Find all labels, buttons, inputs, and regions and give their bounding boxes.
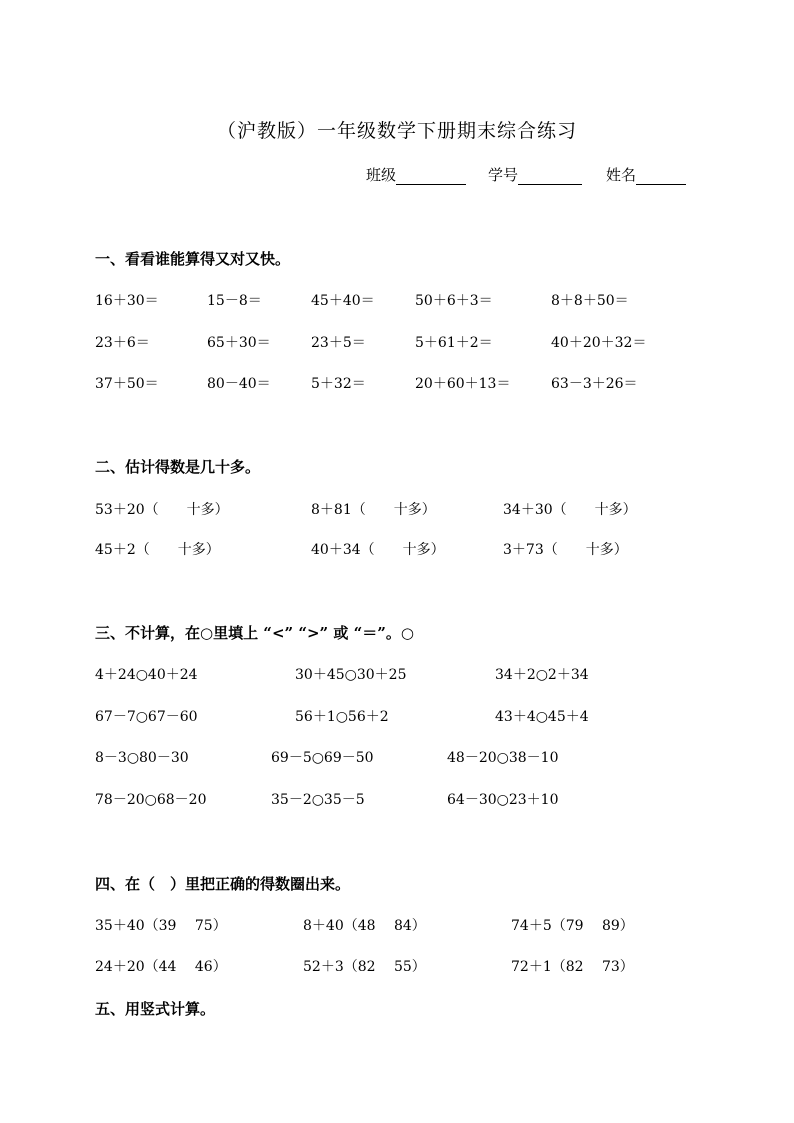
number-field [488,164,582,185]
section-2-heading: 二、估计得数是几十多。 [95,458,261,476]
problem: 5＋32＝ [311,376,366,392]
problem: 5＋61＋2＝ [415,335,493,351]
problem: 64－30○23＋10 [447,792,559,808]
problem: 78－20○68－20 [95,792,207,808]
problem: 53＋20（ 十多） [95,502,229,518]
section-1-heading: 一、看看谁能算得又对又快。 [95,250,291,268]
problem: 4＋24○40＋24 [95,667,198,683]
problem: 23＋5＝ [311,335,366,351]
section-5-heading: 五、用竖式计算。 [95,1000,216,1018]
name-field [606,164,686,185]
problem: 48－20○38－10 [447,750,559,766]
number-label: 学号 [488,166,519,184]
problem: 23＋6＝ [95,335,150,351]
problem: 3＋73（ 十多） [503,542,628,558]
problem: 56＋1○56＋2 [295,709,389,725]
number-blank[interactable] [518,168,582,185]
class-blank[interactable] [396,168,466,185]
class-label: 班级 [366,166,397,184]
problem: 34＋2○2＋34 [495,667,589,683]
problem: 67－7○67－60 [95,709,198,725]
problem: 24＋20（44 46） [95,959,227,975]
problem: 69－5○69－50 [271,750,374,766]
section-3-heading: 三、不计算，在○里填上 “<” “>” 或 “＝”。○ [95,624,414,642]
name-blank[interactable] [636,168,686,185]
problem: 65＋30＝ [207,335,271,351]
problem: 8＋81（ 十多） [311,502,436,518]
class-field [366,164,466,185]
section-4-heading: 四、在（ ）里把正确的得数圈出来。 [95,875,351,893]
problem: 8－3○80－30 [95,750,189,766]
problem: 52＋3（82 55） [303,959,426,975]
problem: 35＋40（39 75） [95,918,227,934]
problem: 63－3＋26＝ [551,376,638,392]
problem: 8＋8＋50＝ [551,293,629,309]
problem: 74＋5（79 89） [511,918,634,934]
name-label: 姓名 [606,166,637,184]
problem: 30＋45○30＋25 [295,667,407,683]
problem: 8＋40（48 84） [303,918,426,934]
problem: 34＋30（ 十多） [503,502,637,518]
page-title: （沪教版）一年级数学下册期末综合练习 [216,120,577,142]
problem: 37＋50＝ [95,376,159,392]
problem: 35－2○35－5 [271,792,365,808]
problem: 72＋1（82 73） [511,959,634,975]
problem: 45＋2（ 十多） [95,542,220,558]
problem: 45＋40＝ [311,293,375,309]
problem: 15－8＝ [207,293,262,309]
problem: 40＋34（ 十多） [311,542,445,558]
problem: 43＋4○45＋4 [495,709,589,725]
problem: 20＋60＋13＝ [415,376,511,392]
problem: 80－40＝ [207,376,271,392]
problem: 16＋30＝ [95,293,159,309]
problem: 50＋6＋3＝ [415,293,493,309]
problem: 40＋20＋32＝ [551,335,647,351]
